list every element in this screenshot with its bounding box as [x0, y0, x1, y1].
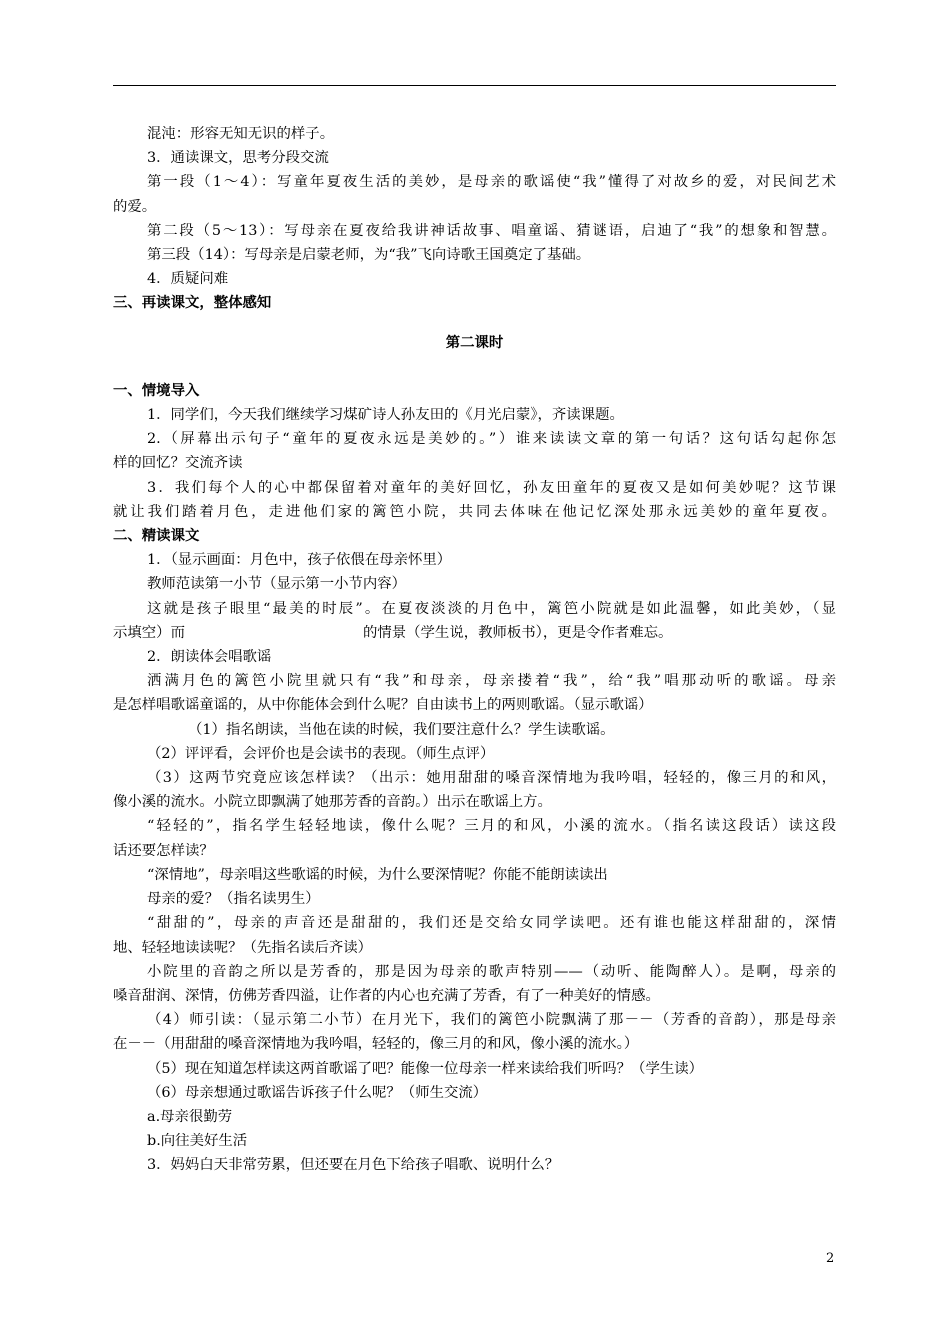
text-line: 3．妈妈白天非常劳累，但还要在月色下给孩子唱歌、说明什么？	[147, 1157, 560, 1174]
text-line: （3）这两节究竟应该怎样读？（出示：她用甜甜的嗓音深情地为我吟唱，轻轻的，像三月的和风，	[147, 770, 836, 787]
text-line: （2）评评看，会评价也是会读书的表现。（师生点评）	[147, 745, 495, 762]
text-segment: 示填空）而	[113, 624, 185, 641]
text-line: 第二段（5～13）：写母亲在夏夜给我讲神话故事、唱童谣、猜谜语，启迪了“我”的想象和智慧。	[147, 222, 836, 239]
text-line: （1）指名朗读，当他在读的时候，我们要注意什么？学生读歌谣。	[188, 721, 615, 738]
text-line: 是怎样唱歌谣童谣的，从中你能体会到什么呢？自由读书上的两则歌谣。（显示歌谣）	[113, 697, 653, 714]
text-line: 洒满月色的篱笆小院里就只有“我”和母亲，母亲搂着“我”，给“我”唱那动听的歌谣。母亲	[147, 673, 836, 690]
text-line: 就让我们踏着月色，走进他们家的篱笆小院，共同去体味在他记忆深处那永远美妙的童年夏夜。	[113, 503, 836, 520]
section-heading: 一、情境导入	[113, 381, 200, 399]
text-line: “甜甜的”，母亲的声音还是甜甜的，我们还是交给女同学读吧。还有谁也能这样甜甜的，深情	[147, 915, 836, 932]
text-line: “深情地”，母亲唱这些歌谣的时候，为什么要深情呢？你能不能朗读读出	[147, 866, 608, 883]
document-body	[113, 122, 836, 1178]
text-line: 小院里的音韵之所以是芳香的，那是因为母亲的歌声特别——（动听、能陶醉人）。是啊，母亲的	[147, 963, 836, 980]
text-line: 在－－（用甜甜的嗓音深情地为我吟唱，轻轻的，像三月的和风，像小溪的流水。）	[113, 1036, 639, 1053]
page-number: 2	[826, 1251, 835, 1266]
text-line: 1．同学们，今天我们继续学习煤矿诗人孙友田的《月光启蒙》，齐读课题。	[147, 407, 624, 424]
text-line: 3．通读课文，思考分段交流	[147, 150, 329, 167]
text-line: 教师范读第一小节（显示第一小节内容）	[147, 576, 407, 593]
text-line: b.向往美好生活	[147, 1133, 248, 1150]
text-line: a.母亲很勤劳	[147, 1108, 233, 1125]
text-line: （5）现在知道怎样读这两首歌谣了吧？能像一位母亲一样来读给我们听吗？（学生读）	[147, 1060, 704, 1077]
text-line: 混沌：形容无知无识的样子。	[147, 126, 335, 142]
text-line: 第一段（1～4）：写童年夏夜生活的美妙，是母亲的歌谣使“我”懂得了对故乡的爱，对民间艺术	[147, 174, 836, 191]
text-line: 2．朗读体会唱歌谣	[147, 649, 272, 666]
text-line: 像小溪的流水。小院立即飘满了她那芳香的音韵。）出示在歌谣上方。	[113, 794, 552, 811]
fill-blank-line	[113, 621, 836, 645]
text-line: （6）母亲想通过歌谣告诉孩子什么呢？（师生交流）	[147, 1084, 488, 1101]
text-line: 的爱。	[113, 198, 157, 215]
text-line: 3．我们每个人的心中都保留着对童年的美好回忆，孙友田童年的夏夜又是如何美妙呢？这节课	[147, 479, 836, 496]
text-line: 1．（显示画面：月色中，孩子依偎在母亲怀里）	[147, 552, 452, 569]
text-line: 地、轻轻地读读呢？（先指名读后齐读）	[113, 939, 373, 956]
text-line: 第三段（14）：写母亲是启蒙老师，为“我”飞向诗歌王国奠定了基础。	[147, 247, 591, 264]
lesson-title: 第二课时	[445, 333, 504, 351]
text-line: “轻轻的”，指名学生轻轻地读，像什么呢？三月的和风，小溪的流水。（指名读这段话）读这段	[147, 818, 836, 835]
text-line: 母亲的爱？（指名读男生）	[147, 891, 320, 908]
section-heading: 二、精读课文	[113, 527, 200, 545]
text-line: 这就是孩子眼里“最美的时辰”。在夏夜淡淡的月色中，篱笆小院就是如此温馨，如此美妙，（显	[147, 600, 836, 617]
text-line: 4．质疑问难	[147, 271, 229, 288]
text-line: （4）师引读：（显示第二小节）在月光下，我们的篱笆小院飘满了那－－（芳香的音韵），那是母亲	[147, 1012, 836, 1029]
text-line: 样的回忆？交流齐读	[113, 455, 243, 472]
text-line: 2.（屏幕出示句子“童年的夏夜永远是美妙的。”）谁来读读文章的第一句话？这句话勾起你怎	[147, 431, 836, 448]
text-line: 话还要怎样读？	[113, 842, 214, 859]
section-heading: 三、再读课文，整体感知	[113, 294, 272, 312]
header-rule	[113, 85, 836, 86]
text-line: 嗓音甜润、深情，仿佛芳香四溢，让作者的内心也充满了芳香，有了一种美好的情感。	[113, 987, 660, 1004]
text-segment: 的情景（学生说，教师板书），更是令作者难忘。	[362, 624, 673, 641]
